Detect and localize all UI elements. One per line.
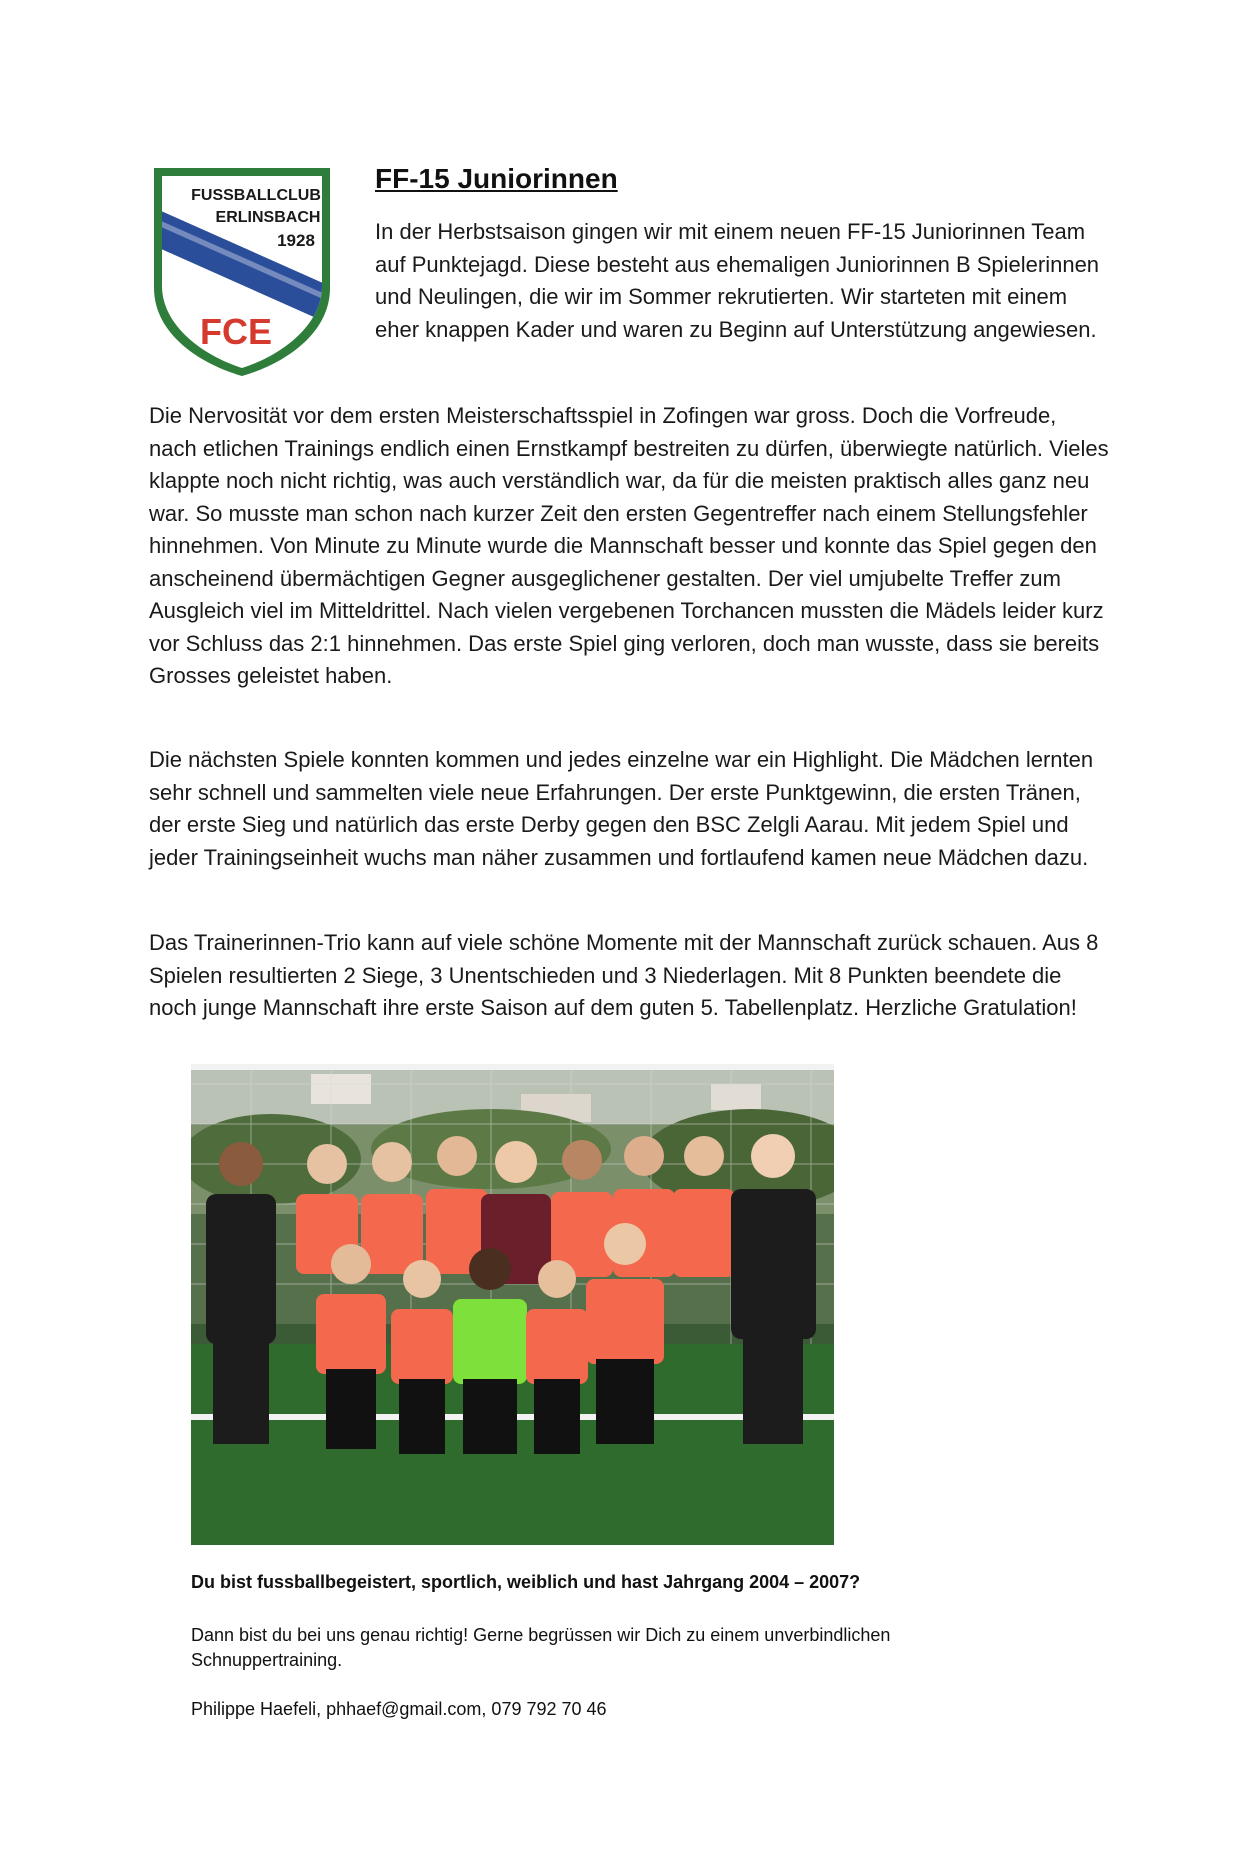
club-crest-logo xyxy=(150,166,334,378)
page-title: FF-15 Juniorinnen xyxy=(375,163,618,194)
paragraph-season-progress: Die nächsten Spiele konnten kommen und jedes einzelne war ein Highlight. Die Mädchen lernten sehr schnell und sammelten viele neue Erfahrungen. Der erste Punktgewinn, die ersten Tränen, der erste Sieg und natürlich das erste Derby gegen den BSC Zelgli Aarau. Mit jedem Spiel und jeder Trainingseinheit wuchs man näher zusammen und fortlaufend kamen neue Mädchen dazu. xyxy=(149,747,1094,870)
paragraph-season-summary: Das Trainerinnen-Trio kann auf viele schöne Momente mit der Mannschaft zurück schauen. Aus 8 Spielen resultierten 2 Siege, 3 Unentschieden und 3 Niederlagen. Mit 8 Punkten beendete die noch junge Mannschaft ihre erste Saison auf dem guten 5. Tabellenplatz. Herzliche Gratulation! xyxy=(149,930,1099,1020)
crest-monogram: FCE xyxy=(200,311,272,352)
team-photo xyxy=(191,1064,834,1545)
crest-line2: ERLINSBACH xyxy=(215,209,321,226)
intro-paragraph: In der Herbstsaison gingen wir mit einem neuen FF-15 Juniorinnen Team auf Punktejagd. Diese besteht aus ehemaligen Juniorinnen B Spielerinnen und Neulingen, die wir im Sommer rekrutierten. Wir starteten mit einem eher knappen Kader und waren zu Beginn auf Unterstützung angewiesen. xyxy=(375,219,1100,342)
crest-line1: FUSSBALLCLUB xyxy=(191,187,321,204)
recruitment-question: Du bist fussballbegeistert, sportlich, weiblich und hast Jahrgang 2004 – 2007? xyxy=(191,1572,861,1592)
paragraph-first-match: Die Nervosität vor dem ersten Meisterschaftsspiel in Zofingen war gross. Doch die Vorfreude, nach etlichen Trainings endlich einen Ernstkampf bestreiten zu dürfen, überwiegte natürlich. Vieles klappte noch nicht richtig, was auch verständlich war, da für die meisten praktisch alles ganz neu war. So musste man schon nach kurzer Zeit den ersten Gegentreffer nach einem Stellungsfehler hinnehmen. Von Minute zu Minute wurde die Mannschaft besser und konnte das Spiel gegen den anscheinend übermächtigen Gegner ausgeglichener gestalten. Der viel umjubelte Treffer zum Ausgleich viel im Mitteldrittel. Nach vielen vergebenen Torchancen mussten die Mädels leider kurz vor Schluss das 2:1 hinnehmen. Das erste Spiel ging verloren, doch man wusste, dass sie bereits Grosses geleistet haben. xyxy=(149,403,1109,688)
crest-year: 1928 xyxy=(277,231,315,250)
contact-info: Philippe Haefeli, phhaef@gmail.com, 079 792 70 46 xyxy=(191,1699,607,1719)
recruitment-invitation: Dann bist du bei uns genau richtig! Gerne begrüssen wir Dich zu einem unverbindlichen Schnuppertraining. xyxy=(191,1625,891,1670)
